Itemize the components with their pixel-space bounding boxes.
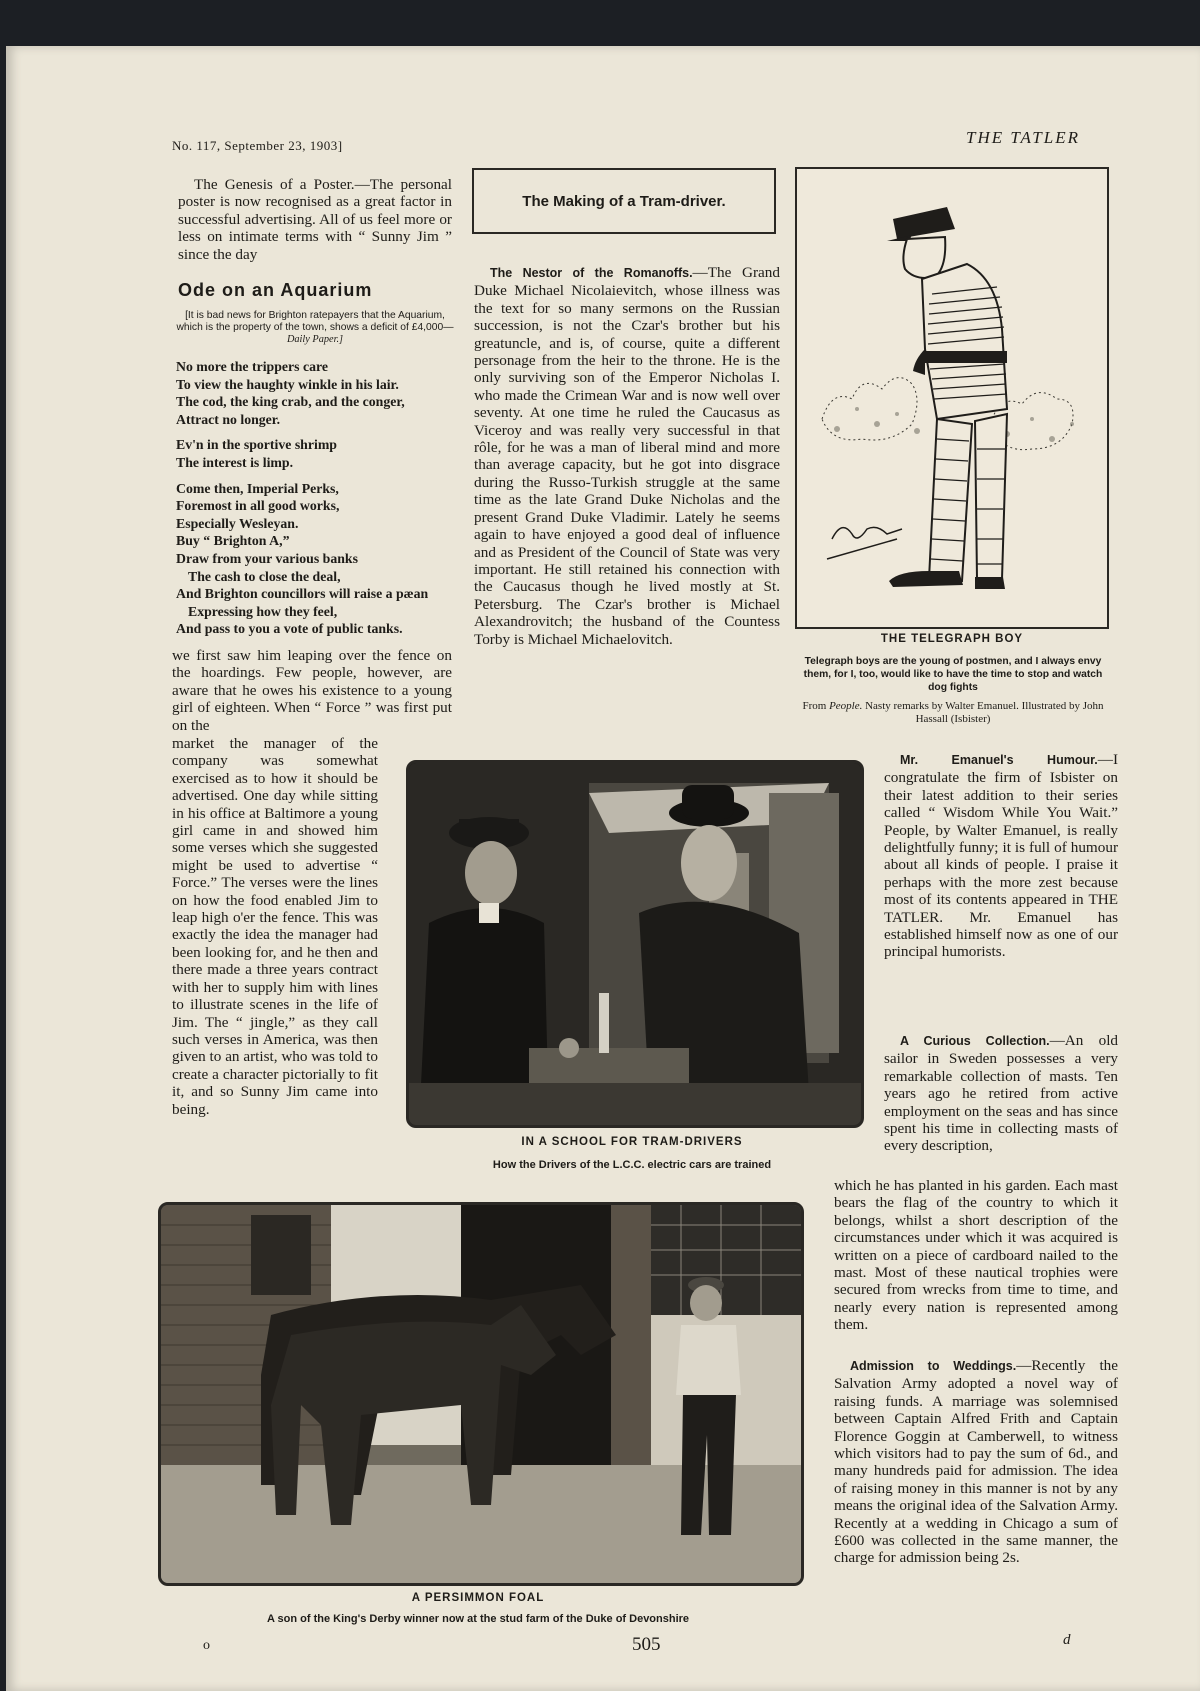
nestor-text: —The Grand Duke Michael Nicolaievitch, whose illness was the text for so many sermons on the Russian succession, is not the Czar's brother but his greatuncle, and is, of course, quite a different personage from the heir to the throne. He is the only surviving son of the Emperor Nicholas I. who made the Crimean War and is now well over seventy. At one time he ruled the Caucasus as Viceroy and was really very successful in that rôle, for he was a man of liberal mind and more than average capacity, but he got into disgrace during the Russo-Turkish struggle at the same time as the late Grand Duke Nicholas and the present Grand Duke Vladimir. Lately he seems again to have enjoyed a good deal of influence and as President of the Council of State was very important. He still retained his connection with the Caucasus though he lived mostly at St. Petersburg. The Czar's brother is Michael Alexandrovitch; the husband of the Countess Torby is Michael Michaelovitch. (474, 264, 780, 648)
issue-date: No. 117, September 23, 1903] (172, 138, 343, 153)
nestor-paragraph (474, 264, 780, 648)
poem-line: No more the trippers care (176, 359, 328, 374)
poem-line: Ev'n in the sportive shrimp (176, 437, 337, 453)
genesis-narrow-column: market the manager of the company was somewhat exercised as to how it should be advertised. One day while sitting in his office at Baltimore a young girl came in and showed him some verses which she suggested might be used to advertise “ Force.” The verses were the lines on how the food enabled Jim to leap high o'er the fence. This was exactly the idea the manager had been looking for, and he then and there made a three years contract with her to supply him with lines to illustrate scenes in the life of Jim. The “ jingle,” as they call such verses in America, was then given to an artist, who was told to create a character pictorially to fit it, and so Sunny Jim came into being. (172, 735, 378, 1118)
section-box-title: The Making of a Tram-driver. (472, 168, 776, 234)
poem-line: And pass to you a vote of public tanks. (176, 621, 403, 637)
poem-line: The interest is limp. (176, 454, 294, 470)
poem-line: Expressing how they feel, (188, 603, 338, 619)
foal-photo-caption: A son of the King's Derby winner now at the stud farm of the Duke of Devonshire (266, 1613, 690, 1625)
poem-stanza-gap (176, 472, 466, 480)
nestor-lead: The Nestor of the Romanoffs. (490, 266, 693, 280)
cartoon-credit: From People. Nasty remarks by Walter Emanuel. Illustrated by John Hassall (Isbister) (802, 700, 1104, 725)
curious-text: —An old sailor in Sweden possesses a very remarkable collection of masts. Ten years ago he retired from active employment on the seas and has since spent his time in collecting masts of every description, (884, 1032, 1119, 1155)
weddings-text: —Recently the Salvation Army adopted a novel way of raising funds. A marriage was solemnised between Captain Alfred Frith and Captain Florence Goggin at Camberwell, to witness which visitors had to pay the sum of 6d., and many hundreds paid for admission. The idea of raising money in this manner is not by any means the original idea of the Salvation Army. Recently at a wedding in Chicago a sum of £600 was collected in the same manner, the charge for admission being 2s. (834, 1357, 1118, 1567)
cartoon-caption: Telegraph boys are the young of postmen, and I always envy them, for I, too, would like to have the time to stop and watch dog fights (803, 656, 1103, 693)
curious-paragraph (884, 1032, 1118, 1155)
poem-line: Foremost in all good works, (176, 498, 340, 514)
poem-line: The cash to close the deal, (188, 568, 341, 584)
genesis-continuation: we first saw him leaping over the fence on the hoardings. Few people, however, are aware that he owes his existence to a young girl of eighteen. When “ Force ” was first put on the (172, 647, 452, 734)
poem-line: The cod, the king crab, and the conger, (176, 394, 405, 410)
ode-poem (176, 358, 466, 638)
humour-lead: Mr. Emanuel's Humour. (900, 753, 1098, 767)
poem-line: Draw from your various banks (176, 550, 358, 566)
weddings-paragraph (834, 1357, 1118, 1567)
cartoon-title: THE TELEGRAPH BOY (880, 633, 1024, 645)
tram-photo-image (409, 763, 861, 1125)
ode-title: Ode on an Aquarium (178, 280, 373, 300)
genesis-paragraph (178, 176, 452, 263)
genesis-text: —The personal poster is now recognised as a great factor in successful advertising. All of us feel more or less on intimate terms with “ Sunny Jim ” since the day (178, 176, 453, 263)
telegraph-boy-cartoon (795, 167, 1109, 629)
poem-line: Attract no longer. (176, 411, 281, 427)
foal-photo-image (161, 1205, 801, 1583)
humour-text: —I congratulate the firm of Isbister on their latest addition to their series called “ Wisdom While You Wait.” People, by Walter Emanuel, is really delightfully funny; it is full of humour about all kinds of people. I praise it perhaps with the more zest because most of its contents appeared in THE TATLER. Mr. Emanuel has established himself now as one of our principal humorists. (884, 751, 1118, 961)
curious-continuation: which he has planted in his garden. Each mast bears the flag of the country to which it belongs, whilst a short description of the circumstances under which it was acquired is written on a piece of cardboard nailed to the mast. Most of these nautical trophies were secured from wrecks from time to time, and nearly every nation is represented among them. (834, 1177, 1118, 1334)
persimmon-foal-photo (158, 1202, 804, 1586)
weddings-lead: Admission to Weddings. (850, 1359, 1017, 1373)
signature-mark-left: o (203, 1638, 210, 1653)
page-number: 505 (632, 1634, 661, 1655)
cartoon-drawing (797, 169, 1107, 627)
masthead: THE TATLER (966, 128, 1080, 147)
curious-lead: A Curious Collection. (900, 1034, 1050, 1048)
poem-line: Especially Wesleyan. (176, 515, 299, 531)
poem-line: To view the haughty winkle in his lair. (176, 376, 399, 392)
poem-line: Come then, Imperial Perks, (176, 480, 339, 496)
poem-line: Buy “ Brighton A,” (176, 533, 290, 549)
poem-stanza-gap (176, 428, 466, 436)
signature-mark-right: d (1063, 1632, 1071, 1648)
genesis-lead: The Genesis of a Poster. (194, 176, 355, 193)
poem-line: And Brighton councillors will raise a pæan (176, 586, 429, 602)
tram-drivers-photo (406, 760, 864, 1128)
foal-photo-title: A PERSIMMON FOAL (411, 1592, 545, 1604)
tram-photo-caption: How the Drivers of the L.C.C. electric cars are trained (492, 1159, 772, 1171)
ode-note: [It is bad news for Brighton ratepayers that the Aquarium, which is the property of the town, shows a deficit of £4,000—Daily Paper.] (176, 310, 454, 345)
tram-photo-title: IN A SCHOOL FOR TRAM-DRIVERS (521, 1136, 743, 1148)
humour-paragraph (884, 751, 1118, 961)
